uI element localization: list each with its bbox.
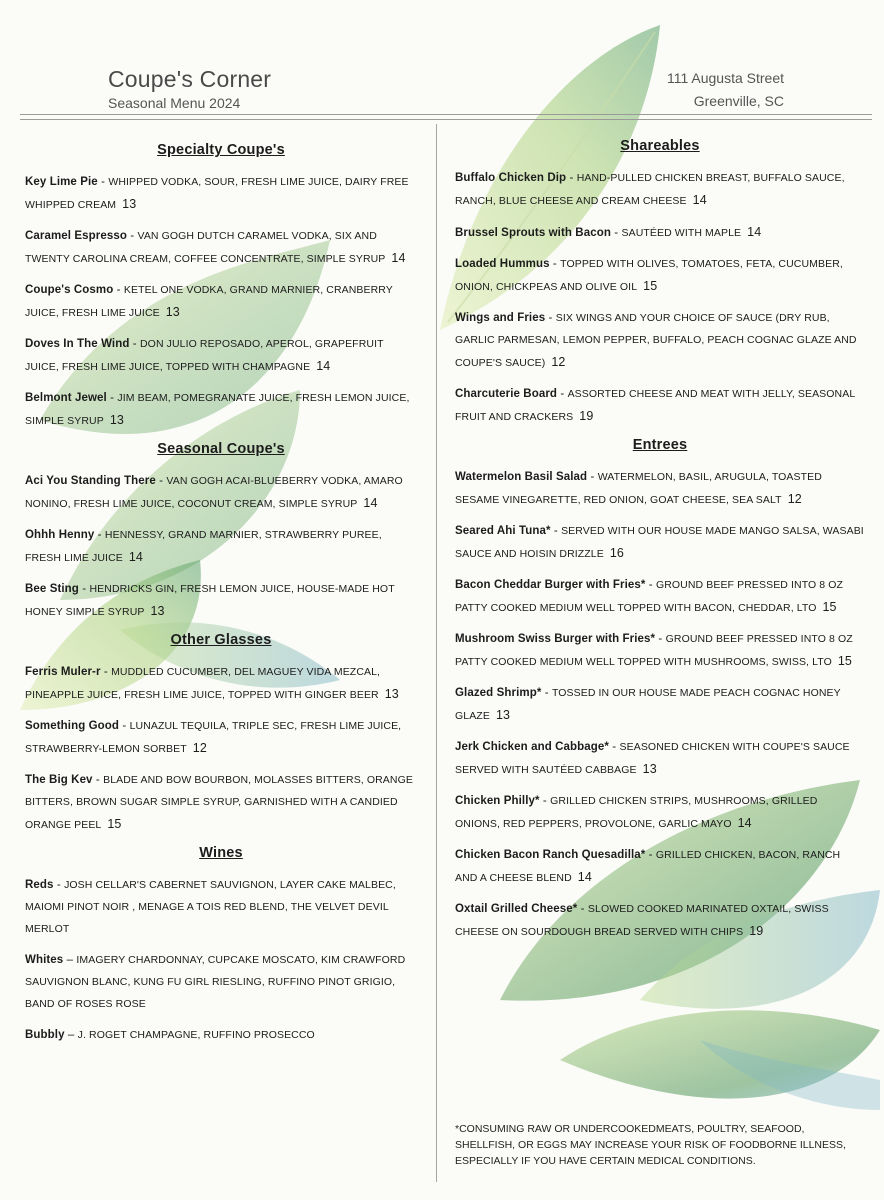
item-separator: -	[94, 529, 105, 541]
item-description: MUDDLED CUCUMBER, DEL MAGUEY VIDA MEZCAL, PINEAPPLE JUICE, FRESH LIME JUICE, TOPPED WITH GINGER BEER	[25, 666, 381, 701]
menu-item-charcuterie-board	[455, 383, 865, 428]
item-name: Jerk Chicken and Cabbage*	[455, 741, 609, 753]
section-title-specialty-coupe-s: Specialty Coupe's	[157, 142, 285, 158]
item-price: 14	[363, 496, 378, 510]
item-name: Key Lime Pie	[25, 176, 98, 188]
item-name: Wings and Fries	[455, 312, 546, 324]
item-description: WHIPPED VODKA, SOUR, FRESH LIME JUICE, DAIRY FREE WHIPPED CREAM	[25, 176, 409, 211]
menu-item-chicken-philly	[455, 790, 865, 835]
item-name: Loaded Hummus	[455, 258, 550, 270]
item-price: 13	[109, 413, 124, 427]
item-name: Ferris Muler-r	[25, 666, 101, 678]
item-price: 19	[749, 924, 764, 938]
item-price: 14	[128, 550, 143, 564]
menu-item-caramel-espresso	[25, 225, 417, 270]
item-name: Mushroom Swiss Burger with Fries*	[455, 633, 656, 645]
restaurant-name: Coupe's Corner	[108, 66, 272, 92]
item-description: TOPPED WITH OLIVES, TOMATOES, FETA, CUCUMBER, ONION, CHICKPEAS AND OLIVE OIL	[455, 258, 843, 293]
menu-header	[0, 0, 884, 120]
item-price: 13	[384, 687, 399, 701]
item-separator: -	[119, 720, 130, 732]
item-name: Seared Ahi Tuna*	[455, 525, 551, 537]
item-name: Aci You Standing There	[25, 475, 156, 487]
item-price: 14	[316, 359, 331, 373]
menu-item-reds	[25, 874, 417, 940]
menu-item-ferris-muler-r	[25, 661, 417, 706]
item-separator: -	[608, 741, 620, 753]
item-separator: -	[97, 176, 109, 188]
item-price: 12	[192, 741, 207, 755]
item-name: Glazed Shrimp*	[455, 687, 542, 699]
left-column	[25, 130, 417, 1055]
item-description: SEASONED CHICKEN WITH COUPE'S SAUCE SERVED WITH SAUTÉED CABBAGE	[455, 741, 850, 776]
section-title-wines: Wines	[199, 845, 243, 861]
item-separator: -	[549, 258, 561, 270]
item-separator: -	[92, 774, 104, 786]
item-price: 13	[495, 708, 511, 722]
item-description: IMAGERY CHARDONNAY, CUPCAKE MOSCATO, KIM CRAWFORD SAUVIGNON BLANC, KUNG FU GIRL RIESLING, RUFFINO PINOT GRIGIO, BAND OF ROSES ROSE	[25, 954, 406, 1010]
menu-item-brussel-sprouts-with-bacon	[455, 221, 865, 244]
item-separator: -	[78, 583, 90, 595]
item-price: 12	[787, 492, 802, 506]
item-description: VAN GOGH DUTCH CARAMEL VODKA, SIX AND TWENTY CAROLINA CREAM, COFFEE CONCENTRATE, SIMPLE SYRUP	[25, 230, 386, 265]
item-price: 16	[609, 546, 624, 560]
item-name: Bee Sting	[25, 583, 79, 595]
item-name: Doves In The Wind	[25, 338, 130, 350]
item-description: ASSORTED CHEESE AND MEAT WITH JELLY, SEASONAL FRUIT AND CRACKERS	[455, 388, 855, 423]
menu-item-glazed-shrimp	[455, 682, 865, 727]
item-name: Bacon Cheddar Burger with Fries*	[455, 579, 646, 591]
item-name: Chicken Bacon Ranch Quesadilla*	[455, 849, 646, 861]
item-separator: -	[587, 471, 598, 483]
item-separator: -	[53, 879, 65, 891]
item-name: Ohhh Henny	[25, 529, 95, 541]
item-separator: -	[550, 525, 562, 537]
item-description: SLOWED COOKED MARINATED OXTAIL, SWISS CHEESE ON SOURDOUGH BREAD SERVED WITH CHIPS	[455, 903, 829, 938]
item-separator: –	[64, 1029, 78, 1041]
item-price: 13	[122, 197, 137, 211]
item-description: SIX WINGS AND YOUR CHOICE OF SAUCE (DRY RUB, GARLIC PARMESAN, LEMON PEPPER, BUFFALO, PEACH COGNAC GLAZE AND COUPE'S SAUCE)	[455, 312, 857, 369]
section-title-other-glasses: Other Glasses	[170, 632, 272, 648]
item-price: 13	[642, 762, 657, 776]
item-description: JOSH CELLAR'S CABERNET SAUVIGNON, LAYER CAKE MALBEC, MAIOMI PINOT NOIR , MENAGE A TOIS RED BLEND, THE VELVET DEVIL MERLOT	[25, 879, 396, 935]
item-name: Oxtail Grilled Cheese*	[455, 903, 578, 915]
item-name: Charcuterie Board	[455, 388, 558, 400]
menu-item-watermelon-basil-salad	[455, 466, 865, 511]
right-column	[455, 130, 865, 952]
menu-item-the-big-kev	[25, 769, 417, 836]
item-name: Bubbly	[25, 1029, 65, 1041]
item-name: The Big Kev	[25, 774, 93, 786]
item-description: GRILLED CHICKEN STRIPS, MUSHROOMS, GRILLED ONIONS, RED PEPPERS, PROVOLONE, GARLIC MAYO	[455, 795, 818, 830]
section-title-shareables: Shareables	[620, 138, 700, 154]
item-description: HENDRICKS GIN, FRESH LEMON JUICE, HOUSE-MADE HOT HONEY SIMPLE SYRUP	[25, 583, 395, 618]
item-price: 19	[579, 409, 594, 423]
menu-item-something-good	[25, 715, 417, 760]
item-price: 14	[692, 193, 707, 207]
menu-item-whites	[25, 949, 417, 1015]
menu-item-bubbly	[25, 1024, 417, 1046]
item-separator: -	[566, 172, 577, 184]
menu-item-ohhh-henny	[25, 524, 417, 569]
item-description: LUNAZUL TEQUILA, TRIPLE SEC, FRESH LIME JUICE, STRAWBERRY-LEMON SORBET	[25, 720, 402, 755]
item-separator: -	[645, 579, 656, 591]
item-description: J. ROGET CHAMPAGNE, RUFFINO PROSECCO	[77, 1029, 315, 1041]
item-price: 13	[150, 604, 165, 618]
item-name: Caramel Espresso	[25, 230, 127, 242]
item-separator: -	[126, 230, 138, 242]
menu-subtitle: Seasonal Menu 2024	[108, 95, 241, 111]
item-price: 14	[737, 816, 752, 830]
menu-item-oxtail-grilled-cheese	[455, 898, 865, 943]
menu-item-belmont-jewel	[25, 387, 417, 432]
item-name: Whites	[25, 954, 64, 966]
item-price: 15	[107, 817, 122, 831]
item-name: Watermelon Basil Salad	[455, 471, 588, 483]
address-city: Greenville, SC	[693, 93, 784, 109]
item-separator: -	[577, 903, 588, 915]
menu-item-seared-ahi-tuna	[455, 520, 865, 565]
item-separator: -	[106, 392, 118, 404]
item-price: 15	[822, 600, 837, 614]
item-description: WATERMELON, BASIL, ARUGULA, TOASTED SESAME VINEGARETTE, RED ONION, GOAT CHEESE, SEA SALT	[455, 471, 822, 506]
item-separator: -	[113, 284, 124, 296]
header-divider	[20, 114, 872, 115]
item-price: 15	[837, 654, 852, 668]
item-name: Chicken Philly*	[455, 795, 540, 807]
item-description: VAN GOGH ACAI-BLUEBERRY VODKA, AMARO NONINO, FRESH LIME JUICE, COCONUT CREAM, SIMPLE SYRUP	[25, 475, 403, 510]
item-price: 12	[551, 355, 566, 369]
item-description: HAND-PULLED CHICKEN BREAST, BUFFALO SAUCE, RANCH, BLUE CHEESE AND CREAM CHEESE	[455, 172, 845, 207]
section-title-seasonal-coupe-s: Seasonal Coupe's	[157, 441, 285, 457]
menu-item-bacon-cheddar-burger-with-fries	[455, 574, 865, 619]
menu-item-wings-and-fries	[455, 307, 865, 374]
column-divider	[436, 124, 437, 1182]
item-separator: -	[610, 227, 622, 239]
menu-item-jerk-chicken-and-cabbage	[455, 736, 865, 781]
item-description: SAUTÉED WITH MAPLE	[621, 227, 742, 239]
item-separator: -	[129, 338, 140, 350]
item-price: 14	[747, 225, 762, 239]
menu-item-chicken-bacon-ranch-quesadilla	[455, 844, 865, 889]
menu-item-doves-in-the-wind	[25, 333, 417, 378]
menu-item-bee-sting	[25, 578, 417, 623]
item-description: BLADE AND BOW BOURBON, MOLASSES BITTERS, ORANGE BITTERS, BROWN SUGAR SIMPLE SYRUP, GARNISHED WITH A CANDIED ORANGE PEEL	[25, 774, 413, 831]
item-separator: -	[557, 388, 568, 400]
menu-item-buffalo-chicken-dip	[455, 167, 865, 212]
item-description: HENNESSY, GRAND MARNIER, STRAWBERRY PUREE, FRESH LIME JUICE	[25, 529, 382, 564]
item-name: Belmont Jewel	[25, 392, 107, 404]
item-price: 13	[165, 305, 180, 319]
item-name: Coupe's Cosmo	[25, 284, 114, 296]
item-separator: –	[63, 954, 77, 966]
item-description: GROUND BEEF PRESSED INTO 8 OZ PATTY COOKED MEDIUM WELL TOPPED WITH MUSHROOMS, SWISS, LTO	[455, 633, 853, 668]
item-separator: -	[100, 666, 112, 678]
menu-item-coupe-s-cosmo	[25, 279, 417, 324]
section-title-entrees: Entrees	[632, 437, 688, 453]
item-description: GRILLED CHICKEN, BACON, RANCH AND A CHEESE BLEND	[455, 849, 841, 884]
item-name: Something Good	[25, 720, 120, 732]
item-description: TOSSED IN OUR HOUSE MADE PEACH COGNAC HONEY GLAZE	[455, 687, 841, 722]
item-name: Buffalo Chicken Dip	[455, 172, 567, 184]
item-name: Reds	[25, 879, 54, 891]
item-separator: -	[645, 849, 656, 861]
food-safety-footnote: *CONSUMING RAW OR UNDERCOOKEDMEATS, POULTRY, SEAFOOD, SHELLFISH, OR EGGS MAY INCREASE YOUR RISK OF FOODBORNE ILLNESS, ESPECIALLY IF YOU HAVE CERTAIN MEDICAL CONDITIONS.	[455, 1123, 846, 1167]
item-separator: -	[539, 795, 551, 807]
item-separator: -	[655, 633, 666, 645]
item-separator: -	[545, 312, 556, 324]
item-description: DON JULIO REPOSADO, APEROL, GRAPEFRUIT JUICE, FRESH LIME JUICE, TOPPED WITH CHAMPAGNE	[25, 338, 384, 373]
item-price: 15	[643, 279, 658, 293]
menu-item-aci-you-standing-there	[25, 470, 417, 515]
item-price: 14	[391, 251, 406, 265]
item-separator: -	[541, 687, 552, 699]
menu-item-key-lime-pie	[25, 171, 417, 216]
header-divider-secondary	[20, 119, 872, 120]
item-description: KETEL ONE VODKA, GRAND MARNIER, CRANBERRY JUICE, FRESH LIME JUICE	[25, 284, 393, 319]
item-price: 14	[577, 870, 592, 884]
item-description: GROUND BEEF PRESSED INTO 8 OZ PATTY COOKED MEDIUM WELL TOPPED WITH BACON, CHEDDAR, LTO	[455, 579, 844, 614]
menu-item-loaded-hummus	[455, 253, 865, 298]
item-name: Brussel Sprouts with Bacon	[455, 227, 611, 239]
address-street: 111 Augusta Street	[666, 70, 784, 86]
menu-item-mushroom-swiss-burger-with-fries	[455, 628, 865, 673]
item-description: SERVED WITH OUR HOUSE MADE MANGO SALSA, WASABI SAUCE AND HOISIN DRIZZLE	[455, 525, 864, 560]
item-separator: -	[155, 475, 167, 487]
item-description: JIM BEAM, POMEGRANATE JUICE, FRESH LEMON JUICE, SIMPLE SYRUP	[25, 392, 410, 427]
